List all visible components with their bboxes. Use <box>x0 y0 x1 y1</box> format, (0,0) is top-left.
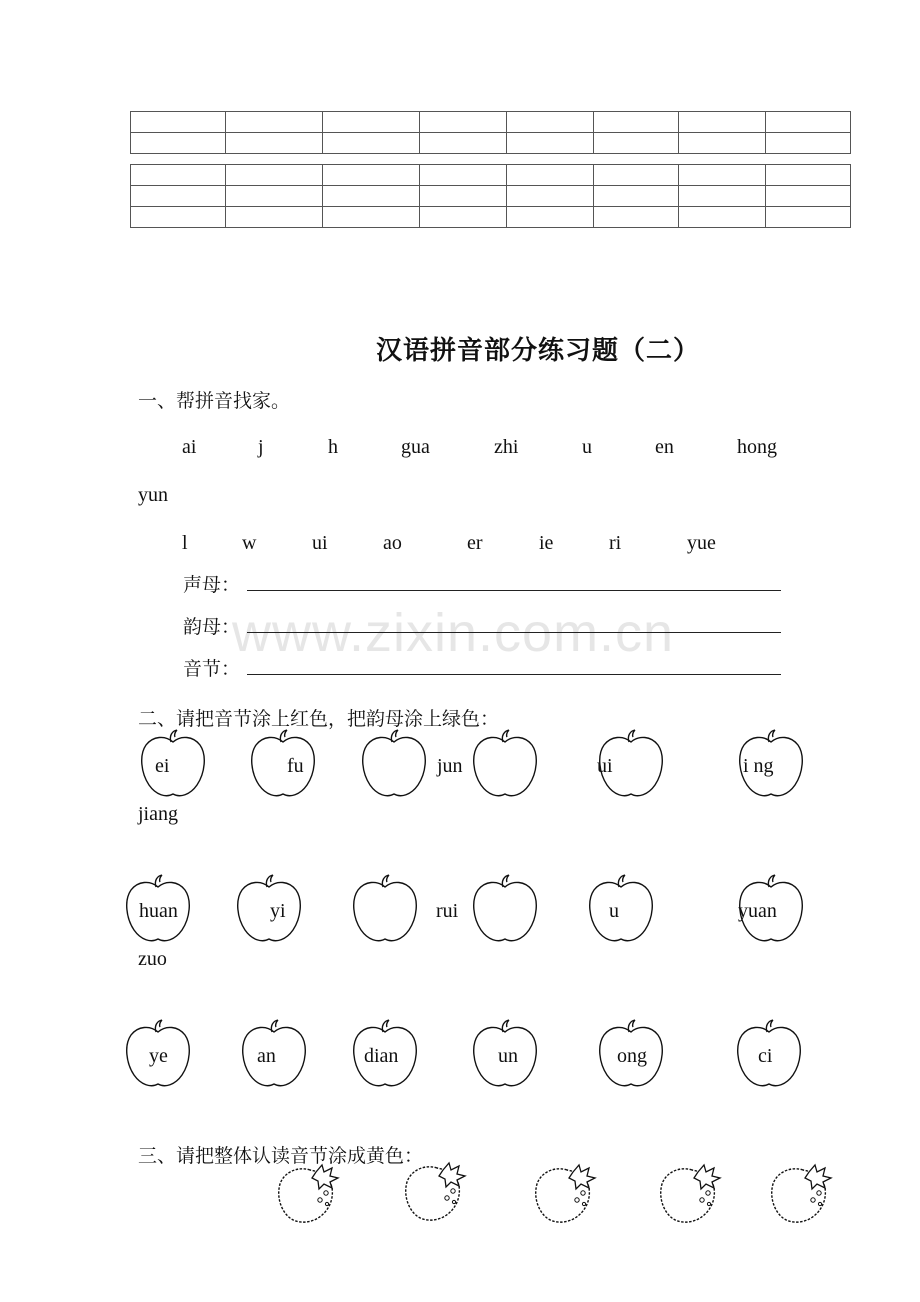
pinyin-item: gua <box>401 436 430 458</box>
syllable-label: u <box>609 900 619 922</box>
syllable-label: zuo <box>138 948 167 970</box>
syllable-label: huan <box>139 900 178 922</box>
pinyin-item: h <box>328 436 338 458</box>
syllable-label: ei <box>155 755 170 777</box>
syllable-label: ci <box>758 1045 773 1067</box>
pinyin-item: ao <box>383 532 402 554</box>
yinjie-label: 音节： <box>183 658 241 680</box>
syllable-label: jun <box>437 755 463 777</box>
pinyin-item: er <box>467 532 483 554</box>
apple-icon[interactable] <box>588 873 654 945</box>
grid-row <box>131 207 851 228</box>
syllable-label: fu <box>287 755 304 777</box>
syllable-label: un <box>498 1045 518 1067</box>
syllable-label: ong <box>617 1045 647 1067</box>
strawberry-icon[interactable] <box>276 1162 342 1226</box>
yunmu-label: 韵母： <box>183 616 241 638</box>
watermark: www.zixin.com.cn <box>232 603 675 663</box>
grid-row <box>131 133 851 154</box>
section2-heading: 二、请把音节涂上红色，把韵母涂上绿色： <box>138 708 500 730</box>
pinyin-item: j <box>258 436 264 458</box>
shengmu-answer-line[interactable] <box>247 590 781 591</box>
pinyin-item: yue <box>687 532 716 554</box>
syllable-label: dian <box>364 1045 399 1067</box>
syllable-label: yi <box>270 900 286 922</box>
apple-icon[interactable] <box>352 873 418 945</box>
apple-icon[interactable] <box>472 728 538 800</box>
grid-row <box>131 186 851 207</box>
syllable-label: ui <box>597 755 613 777</box>
yinjie-answer-line[interactable] <box>247 674 781 675</box>
grid-row <box>131 165 851 186</box>
pinyin-item: hong <box>737 436 777 458</box>
apple-icon[interactable] <box>472 873 538 945</box>
pinyin-item: u <box>582 436 592 458</box>
grid-row <box>131 112 851 133</box>
strawberry-icon[interactable] <box>403 1160 469 1224</box>
pinyin-item: ui <box>312 532 328 554</box>
shengmu-label: 声母： <box>183 574 241 596</box>
syllable-label: jiang <box>138 803 178 825</box>
syllable-label: an <box>257 1045 276 1067</box>
syllable-label: yuan <box>738 900 777 922</box>
pinyin-item: l <box>182 532 188 554</box>
syllable-label: rui <box>436 900 459 922</box>
page-title: 汉语拼音部分练习题（二） <box>376 336 701 366</box>
section3-heading: 三、请把整体认读音节涂成黄色： <box>138 1145 424 1167</box>
top-grid-table <box>130 111 851 154</box>
pinyin-item: ai <box>182 436 197 458</box>
yunmu-answer-line[interactable] <box>247 632 781 633</box>
apple-icon[interactable] <box>140 728 206 800</box>
apple-icon[interactable] <box>236 873 302 945</box>
pinyin-item: ri <box>609 532 622 554</box>
apple-icon[interactable] <box>250 728 316 800</box>
section1-heading: 一、帮拼音找家。 <box>138 390 291 412</box>
syllable-label: i ng <box>743 755 774 777</box>
syllable-label: ye <box>149 1045 168 1067</box>
pinyin-item: yun <box>138 484 168 506</box>
pinyin-item: w <box>242 532 257 554</box>
apple-icon[interactable] <box>361 728 427 800</box>
strawberry-icon[interactable] <box>769 1162 835 1226</box>
second-grid-table <box>130 164 851 228</box>
pinyin-item: zhi <box>494 436 519 458</box>
pinyin-item: en <box>655 436 674 458</box>
pinyin-item: ie <box>539 532 554 554</box>
strawberry-icon[interactable] <box>533 1162 599 1226</box>
strawberry-icon[interactable] <box>658 1162 724 1226</box>
